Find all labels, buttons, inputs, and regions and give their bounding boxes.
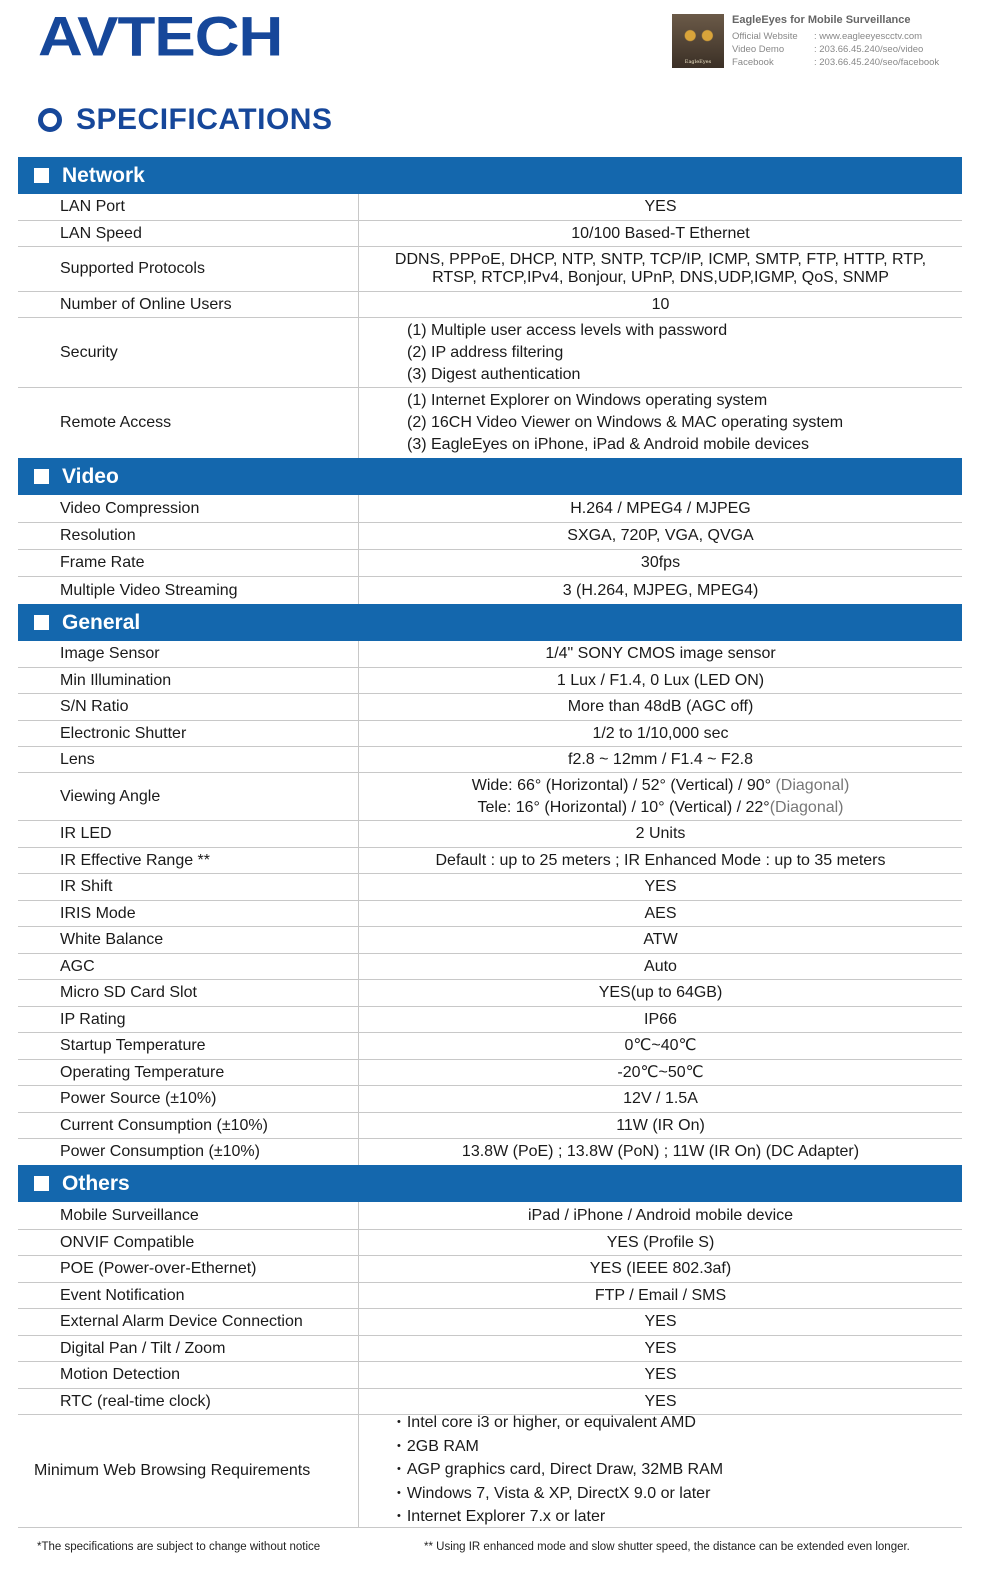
spec-value: YES xyxy=(644,198,677,215)
spec-value: YES xyxy=(644,1392,677,1410)
spec-value: YES xyxy=(644,878,677,895)
spec-row xyxy=(18,1256,962,1283)
section-title: Others xyxy=(62,1171,130,1195)
spec-bullet-item: • Internet Explorer 7.x or later xyxy=(397,1506,605,1530)
spec-bullet-item: • Windows 7, Vista & XP, DirectX 9.0 or later xyxy=(397,1483,710,1507)
spec-row xyxy=(18,1139,962,1165)
spec-value: 30fps xyxy=(640,554,681,571)
spec-value: YES xyxy=(644,1313,677,1330)
spec-label: RTC (real-time clock) xyxy=(18,1389,359,1414)
spec-row xyxy=(18,495,962,523)
others-rows xyxy=(18,1202,962,1415)
spec-label: External Alarm Device Connection xyxy=(18,1309,359,1335)
spec-label: Micro SD Card Slot xyxy=(18,980,359,1006)
spec-label: Image Sensor xyxy=(18,641,359,667)
spec-value: 0℃~40℃ xyxy=(624,1037,697,1054)
spec-value: Auto xyxy=(644,957,677,975)
spec-value: YES (Profile S) xyxy=(606,1233,715,1251)
spec-value: More than 48dB (AGC off) xyxy=(567,698,754,715)
spec-row xyxy=(18,874,962,901)
eagleeyes-row-website xyxy=(732,31,922,42)
spec-row xyxy=(18,292,962,318)
spec-label: Resolution xyxy=(18,523,359,549)
spec-row xyxy=(18,1230,962,1256)
spec-value: 2 Units xyxy=(635,825,686,842)
spec-value: 10/100 Based-T Ethernet xyxy=(571,224,750,242)
spec-value: ATW xyxy=(643,931,678,948)
eagleeyes-title: EagleEyes for Mobile Surveillance xyxy=(732,14,911,26)
spec-label: Remote Access xyxy=(18,388,359,458)
eagleeyes-key: Facebook xyxy=(732,57,774,68)
spec-label: IP Rating xyxy=(18,1007,359,1032)
spec-row xyxy=(18,1086,962,1113)
spec-value: 1/4" SONY CMOS image sensor xyxy=(545,645,776,662)
diagonal-text: (Diagonal) xyxy=(769,798,844,816)
spec-row xyxy=(18,577,962,604)
spec-label: Power Source (±10%) xyxy=(18,1086,359,1112)
spec-value xyxy=(359,773,962,820)
spec-row xyxy=(18,694,962,721)
spec-label: Motion Detection xyxy=(18,1362,359,1388)
spec-label: Viewing Angle xyxy=(18,773,359,820)
spec-row xyxy=(18,550,962,577)
viewing-angle-text: Tele: 16° (Horizontal) / 10° (Vertical) / 22° xyxy=(477,798,770,816)
spec-row xyxy=(18,1113,962,1139)
spec-list-item: (1) Internet Explorer on Windows operating system xyxy=(407,392,768,409)
eagleeyes-owl-image xyxy=(672,14,724,68)
spec-value-line: DDNS, PPPoE, DHCP, NTP, SNTP, TCP/IP, ICMP, SMTP, FTP, HTTP, RTP, xyxy=(394,251,927,268)
square-bullet-icon xyxy=(34,168,49,183)
spec-label: LAN Port xyxy=(18,194,359,220)
spec-value: 10 xyxy=(651,295,670,313)
spec-row xyxy=(18,221,962,247)
eagleeyes-link[interactable]: : 203.66.45.240/seo/facebook xyxy=(814,57,940,68)
spec-bullet-item: • 2GB RAM xyxy=(397,1436,479,1460)
spec-label: Multiple Video Streaming xyxy=(18,577,359,604)
spec-row xyxy=(18,747,962,773)
spec-bullet-item: • AGP graphics card, Direct Draw, 32MB RAM xyxy=(397,1459,723,1483)
spec-label: Power Consumption (±10%) xyxy=(18,1139,359,1165)
spec-label: IR Shift xyxy=(18,874,359,900)
spec-list-item: (2) IP address filtering xyxy=(407,343,564,361)
spec-label: White Balance xyxy=(18,927,359,953)
footnote-right: ** Using IR enhanced mode and slow shutter speed, the distance can be extended even longer. xyxy=(424,1541,910,1553)
spec-row xyxy=(18,1362,962,1389)
spec-label: IR LED xyxy=(18,821,359,847)
spec-value: AES xyxy=(644,904,677,922)
general-rows xyxy=(18,641,962,1165)
page-title xyxy=(38,100,332,140)
spec-label: POE (Power-over-Ethernet) xyxy=(18,1256,359,1282)
spec-row xyxy=(18,901,962,927)
spec-value: YES(up to 64GB) xyxy=(598,984,723,1001)
viewing-angle-tele xyxy=(477,797,843,819)
spec-label: Event Notification xyxy=(18,1283,359,1308)
spec-value: f2.8 ~ 12mm / F1.4 ~ F2.8 xyxy=(568,750,753,768)
spec-value: 12V / 1.5A xyxy=(623,1090,698,1107)
spec-value: 3 (H.264, MJPEG, MPEG4) xyxy=(562,581,759,599)
spec-row xyxy=(18,773,962,821)
spec-value: YES (IEEE 802.3af) xyxy=(589,1260,732,1277)
section-title: Network xyxy=(62,163,145,187)
spec-row xyxy=(18,848,962,874)
spec-row xyxy=(18,668,962,694)
spec-list-item: (3) Digest authentication xyxy=(407,365,581,383)
spec-label: Frame Rate xyxy=(18,550,359,576)
square-bullet-icon xyxy=(34,469,49,484)
spec-value: 11W (IR On) xyxy=(616,1116,705,1134)
spec-value xyxy=(359,388,962,458)
spec-value: 13.8W (PoE) ; 13.8W (PoN) ; 11W (IR On) (DC Adapter) xyxy=(461,1143,860,1160)
section-title: General xyxy=(62,610,141,634)
viewing-angle-wide xyxy=(472,775,850,797)
avtech-logo: AVTECH xyxy=(38,6,283,69)
spec-value: 1/2 to 1/10,000 sec xyxy=(592,724,729,742)
spec-value: H.264 / MPEG4 / MJPEG xyxy=(570,499,751,517)
spec-label: Lens xyxy=(18,747,359,772)
spec-label: Min Illumination xyxy=(18,668,359,693)
spec-label: Mobile Surveillance xyxy=(18,1202,359,1229)
spec-value: IP66 xyxy=(644,1010,677,1028)
spec-row xyxy=(18,1336,962,1362)
spec-row xyxy=(18,1283,962,1309)
page-title-text: SPECIFICATIONS xyxy=(76,103,333,136)
spec-row xyxy=(18,194,962,221)
spec-row xyxy=(18,388,962,458)
spec-value: iPad / iPhone / Android mobile device xyxy=(527,1206,794,1224)
section-header-video xyxy=(18,458,962,495)
spec-row xyxy=(18,247,962,292)
spec-value xyxy=(359,318,962,387)
spec-label: Startup Temperature xyxy=(18,1033,359,1059)
spec-value: Default : up to 25 meters ; IR Enhanced Mode : up to 35 meters xyxy=(435,851,886,869)
spec-row xyxy=(18,954,962,980)
circle-bullet-icon xyxy=(38,108,62,132)
spec-value: YES xyxy=(644,1366,677,1383)
spec-row xyxy=(18,1415,962,1528)
spec-label: S/N Ratio xyxy=(18,694,359,720)
spec-value: 1 Lux / F1.4, 0 Lux (LED ON) xyxy=(556,671,765,689)
spec-row xyxy=(18,1309,962,1336)
spec-row xyxy=(18,721,962,747)
viewing-angle-text: Wide: 66° (Horizontal) / 52° (Vertical) / 90° xyxy=(471,776,776,794)
spec-value: -20℃~50℃ xyxy=(617,1063,704,1081)
spec-list-item: (3) EagleEyes on iPhone, iPad & Android mobile devices xyxy=(407,436,810,453)
spec-value xyxy=(359,1415,962,1527)
square-bullet-icon xyxy=(34,1176,49,1191)
spec-value xyxy=(359,247,962,291)
spec-row xyxy=(18,1033,962,1060)
spec-label: Minimum Web Browsing Requirements xyxy=(18,1415,359,1527)
section-header-general xyxy=(18,604,962,641)
spec-row xyxy=(18,523,962,550)
spec-label: Supported Protocols xyxy=(18,247,359,291)
spec-label: ONVIF Compatible xyxy=(18,1230,359,1255)
spec-label: Electronic Shutter xyxy=(18,721,359,746)
spec-value: YES xyxy=(644,1339,677,1357)
spec-value: SXGA, 720P, VGA, QVGA xyxy=(567,527,754,544)
spec-label: Operating Temperature xyxy=(18,1060,359,1085)
section-title: Video xyxy=(62,464,119,488)
spec-row xyxy=(18,980,962,1007)
spec-list-item: (2) 16CH Video Viewer on Windows & MAC operating system xyxy=(407,414,844,431)
footnote-left: *The specifications are subject to change without notice xyxy=(37,1541,321,1553)
spec-bullet-item: • Intel core i3 or higher, or equivalent AMD xyxy=(397,1412,696,1436)
spec-label: IR Effective Range ** xyxy=(18,848,359,873)
eagleeyes-key: Official Website xyxy=(732,31,798,42)
spec-row xyxy=(18,318,962,388)
spec-label: Number of Online Users xyxy=(18,292,359,317)
spec-row xyxy=(18,641,962,668)
eagleeyes-row-facebook xyxy=(732,57,939,68)
spec-row xyxy=(18,927,962,954)
spec-row xyxy=(18,821,962,848)
square-bullet-icon xyxy=(34,615,49,630)
spec-row xyxy=(18,1060,962,1086)
spec-value: FTP / Email / SMS xyxy=(594,1286,727,1304)
spec-row xyxy=(18,1007,962,1033)
eagleeyes-key: Video Demo xyxy=(732,44,785,55)
spec-label: IRIS Mode xyxy=(18,901,359,926)
eagleeyes-link[interactable]: : www.eagleeyescctv.com xyxy=(814,31,923,42)
eagleeyes-info-box xyxy=(672,14,972,70)
spec-label: Current Consumption (±10%) xyxy=(18,1113,359,1138)
eagleeyes-image-label: EagleEyes xyxy=(684,59,712,65)
spec-value-line: RTSP, RTCP,IPv4, Bonjour, UPnP, DNS,UDP,IGMP, QoS, SNMP xyxy=(432,269,889,286)
spec-label: Video Compression xyxy=(18,495,359,522)
spec-label: Security xyxy=(18,318,359,387)
video-rows xyxy=(18,495,962,604)
diagonal-text: (Diagonal) xyxy=(775,776,850,794)
eagleeyes-link[interactable]: : 203.66.45.240/seo/video xyxy=(814,44,924,55)
spec-label: LAN Speed xyxy=(18,221,359,246)
spec-list-item: (1) Multiple user access levels with password xyxy=(407,321,728,339)
spec-row xyxy=(18,1202,962,1230)
section-header-network xyxy=(18,157,962,194)
spec-table xyxy=(18,157,962,1528)
section-header-others xyxy=(18,1165,962,1202)
spec-label: AGC xyxy=(18,954,359,979)
eagleeyes-row-video-demo xyxy=(732,44,923,55)
spec-label: Digital Pan / Tilt / Zoom xyxy=(18,1336,359,1361)
